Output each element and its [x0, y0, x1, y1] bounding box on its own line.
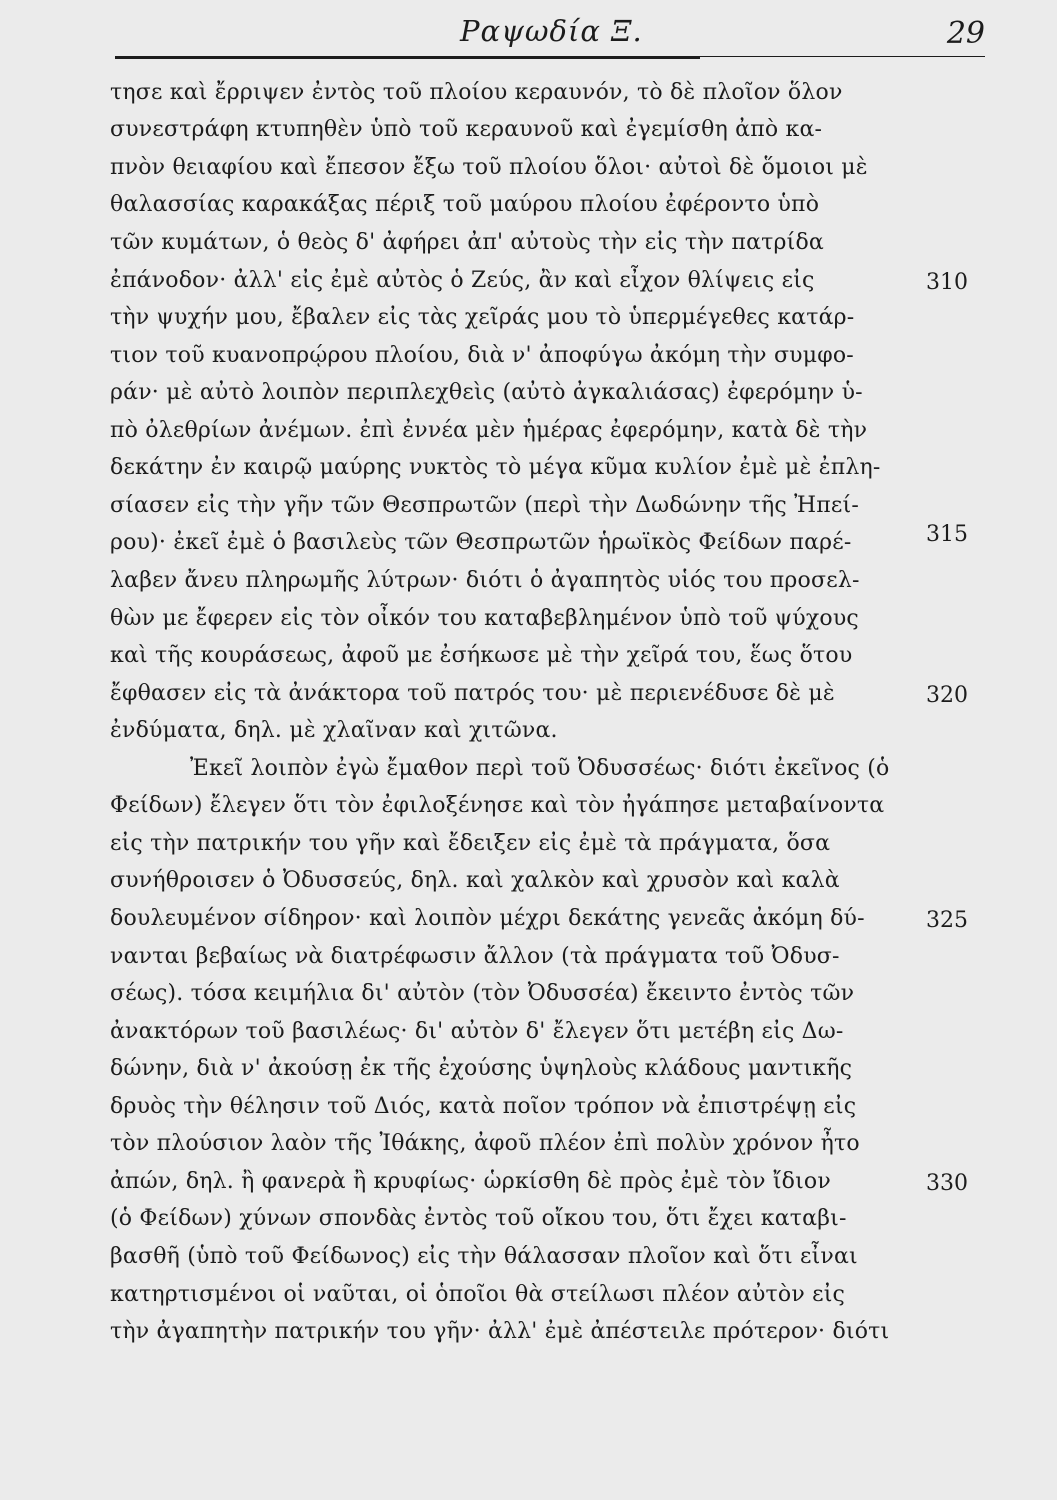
text-line: ρου)· ἐκεῖ ἐμὲ ὁ βασιλεὺς τῶν Θεσπρωτῶν ἡρωϊκὸς Φείδων παρέ-: [110, 530, 852, 555]
line-number: 325: [926, 908, 968, 933]
text-line: θὼν με ἔφερεν εἰς τὸν οἶκόν του καταβεβλημένον ὑπὸ τοῦ ψύχους: [110, 606, 859, 631]
line-number: 315: [926, 522, 968, 547]
line-number: 310: [926, 270, 968, 295]
text-line: δρυὸς τὴν θέλησιν τοῦ Διός, κατὰ ποῖον τρόπον νὰ ἐπιστρέψῃ εἰς: [110, 1094, 857, 1119]
text-line: βασθῆ (ὑπὸ τοῦ Φείδωνος) εἰς τὴν θάλασσαν πλοῖον καὶ ὅτι εἶναι: [110, 1244, 858, 1269]
text-line: ἔφθασεν εἰς τὰ ἀνάκτορα τοῦ πατρός του· μὲ περιενέδυσε δὲ μὲ: [110, 681, 835, 706]
text-line: ἀνακτόρων τοῦ βασιλέως· δι' αὐτὸν δ' ἔλεγεν ὅτι μετέβη εἰς Δω-: [110, 1019, 844, 1044]
line-number: 330: [926, 1171, 968, 1196]
text-line: δώνην, διὰ ν' ἀκούσῃ ἐκ τῆς ἐχούσης ὑψηλοὺς κλάδους μαντικῆς: [110, 1056, 853, 1081]
text-line: σίασεν εἰς τὴν γῆν τῶν Θεσπρωτῶν (περὶ τὴν Δωδώνην τῆς Ἠπεί-: [110, 493, 859, 518]
text-line: συνεστράφη κτυπηθὲν ὑπὸ τοῦ κεραυνοῦ καὶ ἐγεμίσθη ἀπὸ κα-: [110, 117, 823, 142]
text-line: συνήθροισεν ὁ Ὀδυσσεύς, δηλ. καὶ χαλκὸν καὶ χρυσὸν καὶ καλὰ: [110, 868, 840, 893]
text-line: ἐπάνοδον· ἀλλ' εἰς ἐμὲ αὐτὸς ὁ Ζεύς, ἂν καὶ εἶχον θλίψεις εἰς: [110, 268, 815, 293]
text-line: κατηρτισμένοι οἱ ναῦται, οἱ ὁποῖοι θὰ στείλωσι πλέον αὐτὸν εἰς: [110, 1282, 846, 1307]
text-line: καὶ τῆς κουράσεως, ἀφοῦ με ἐσήκωσε μὲ τὴν χεῖρά του, ἕως ὅτου: [110, 643, 853, 668]
page-number: 29: [946, 16, 985, 51]
text-line: δουλευμένον σίδηρον· καὶ λοιπὸν μέχρι δεκάτης γενεᾶς ἀκόμη δύ-: [110, 906, 865, 931]
text-line: Φείδων) ἔλεγεν ὅτι τὸν ἐφιλοξένησε καὶ τὸν ἠγάπησε μεταβαίνοντα: [110, 793, 885, 818]
header-rule-thin: [700, 56, 985, 57]
line-number: 320: [926, 683, 968, 708]
running-head: [115, 14, 985, 66]
text-line: ἀπών, δηλ. ἢ φανερὰ ἢ κρυφίως· ὡρκίσθη δὲ πρὸς ἐμὲ τὸν ἴδιον: [110, 1169, 831, 1194]
text-line: τὴν ἀγαπητὴν πατρικήν του γῆν· ἀλλ' ἐμὲ ἀπέστειλε πρότερον· διότι: [110, 1319, 890, 1344]
text-line: πνὸν θειαφίου καὶ ἔπεσον ἔξω τοῦ πλοίου ὅλοι· αὐτοὶ δὲ ὅμοιοι μὲ: [110, 155, 868, 180]
text-line: τὴν ψυχήν μου, ἔβαλεν εἰς τὰς χεῖράς μου τὸ ὑπερμέγεθες κατάρ-: [110, 305, 855, 330]
running-head-title: Ραψωδία Ξ.: [460, 14, 643, 48]
text-line: λαβεν ἄνευ πληρωμῆς λύτρων· διότι ὁ ἀγαπητὸς υἱός του προσελ-: [110, 568, 860, 593]
text-line: θαλασσίας καρακάξας πέριξ τοῦ μαύρου πλοίου ἐφέροντο ὑπὸ: [110, 192, 820, 217]
text-line: ράν· μὲ αὐτὸ λοιπὸν περιπλεχθεὶς (αὐτὸ ἀγκαλιάσας) ἐφερόμην ὑ-: [110, 380, 863, 405]
text-line: εἰς τὴν πατρικήν του γῆν καὶ ἔδειξεν εἰς ἐμὲ τὰ πράγματα, ὅσα: [110, 831, 831, 856]
text-line: ἐνδύματα, δηλ. μὲ χλαῖναν καὶ χιτῶνα.: [110, 718, 558, 743]
paragraph-start-line: Ἐκεῖ λοιπὸν ἐγὼ ἔμαθον περὶ τοῦ Ὀδυσσέως· διότι ἐκεῖνος (ὁ: [190, 756, 890, 781]
text-line: νανται βεβαίως νὰ διατρέφωσιν ἄλλον (τὰ πράγματα τοῦ Ὀδυσ-: [110, 944, 840, 969]
text-line: (ὁ Φείδων) χύνων σπονδὰς ἐντὸς τοῦ οἴκου του, ὅτι ἔχει καταβι-: [110, 1206, 847, 1231]
text-line: τῶν κυμάτων, ὁ θεὸς δ' ἀφήρει ἀπ' αὐτοὺς τὴν εἰς τὴν πατρίδα: [110, 230, 824, 255]
text-line: δεκάτην ἐν καιρῷ μαύρης νυκτὸς τὸ μέγα κῦμα κυλίον ἐμὲ μὲ ἐπλη-: [110, 455, 881, 480]
text-line: πὸ ὀλεθρίων ἀνέμων. ἐπὶ ἐννέα μὲν ἡμέρας ἐφερόμην, κατὰ δὲ τὴν: [110, 418, 868, 443]
text-line: τὸν πλούσιον λαὸν τῆς Ἰθάκης, ἀφοῦ πλέον ἐπὶ πολὺν χρόνον ἦτο: [110, 1131, 860, 1156]
header-rule-thick: [115, 56, 700, 59]
text-line: τησε καὶ ἔρριψεν ἐντὸς τοῦ πλοίου κεραυνόν, τὸ δὲ πλοῖον ὅλον: [110, 80, 843, 105]
text-line: τιον τοῦ κυανοπρῴρου πλοίου, διὰ ν' ἀποφύγω ἀκόμη τὴν συμφο-: [110, 343, 854, 368]
text-line: σέως). τόσα κειμήλια δι' αὐτὸν (τὸν Ὀδυσσέα) ἔκειντο ἐντὸς τῶν: [110, 981, 855, 1006]
